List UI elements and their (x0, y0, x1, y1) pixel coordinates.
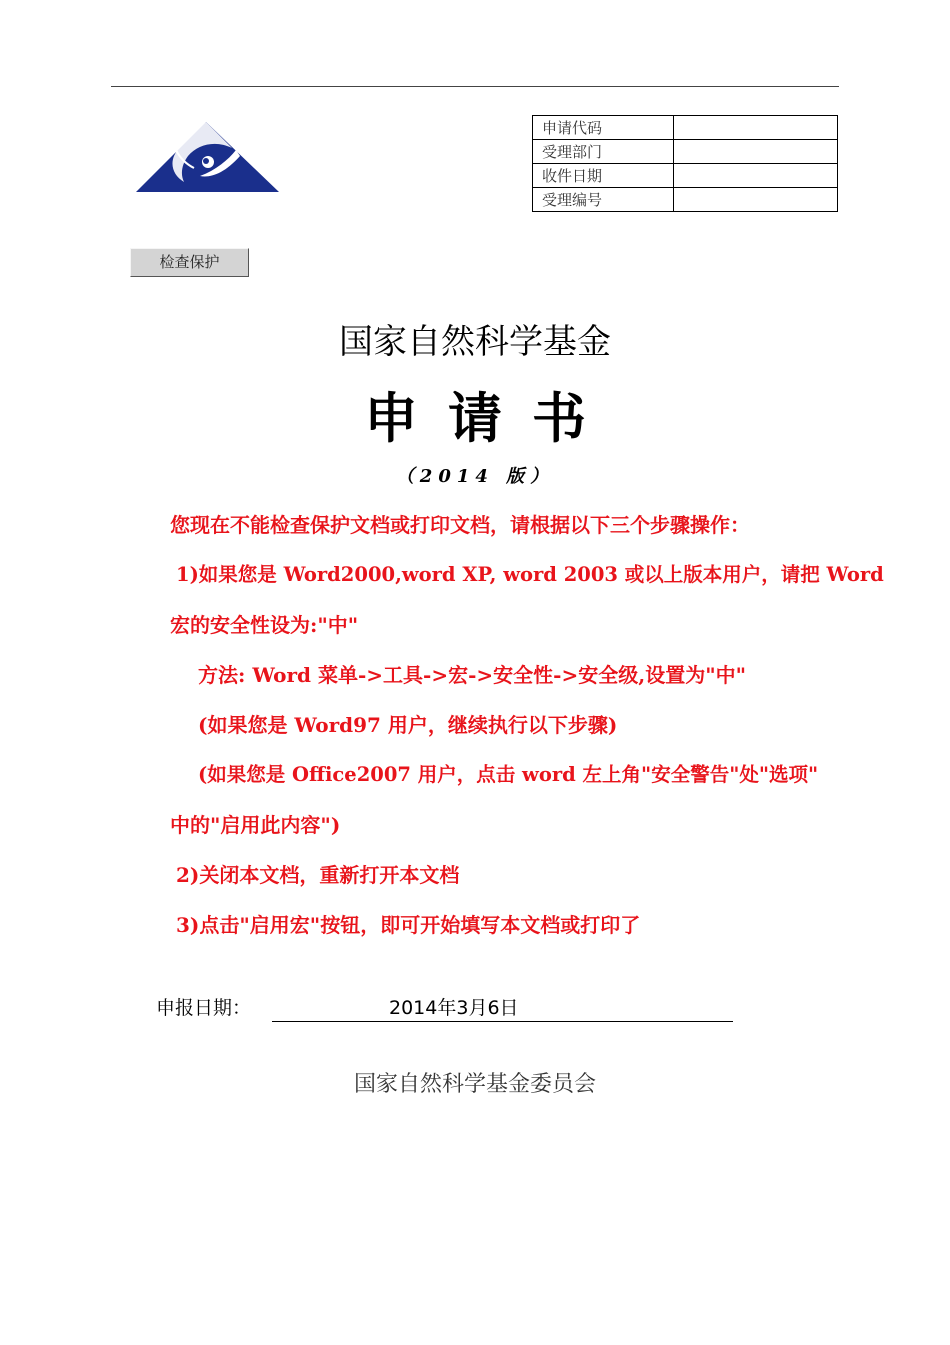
info-value[interactable] (674, 140, 838, 164)
info-value[interactable] (674, 116, 838, 140)
foundation-title: 国家自然科学基金 (339, 322, 611, 362)
info-value[interactable] (674, 164, 838, 188)
application-info-table (532, 115, 838, 212)
committee-name: 国家自然科学基金委员会 (353, 1072, 596, 1097)
warning-office2007: (如果您是 Office2007 用户，点击 word 左上角"安全警告"处"选项" (198, 763, 819, 786)
check-protection-button[interactable]: 检查保护 (130, 248, 249, 277)
date-underline (272, 1021, 733, 1022)
warning-method: 方法: Word 菜单->工具->宏->安全性->安全级,设置为"中" (198, 663, 747, 687)
warning-step1-cont: 宏的安全性设为:"中" (170, 613, 359, 637)
table-row (533, 116, 838, 140)
top-rule (111, 86, 839, 87)
info-label: 受理部门 (533, 140, 674, 164)
submission-date-label: 申报日期： (156, 997, 252, 1019)
info-label: 申请代码 (533, 116, 674, 140)
info-label: 受理编号 (533, 188, 674, 212)
edition-label: （2014 版） (395, 466, 555, 487)
warning-step2: 2)关闭本文档，重新打开本文档 (176, 863, 460, 887)
warning-word97: (如果您是 Word97 用户，继续执行以下步骤) (198, 713, 618, 737)
table-row (533, 188, 838, 212)
table-row (533, 164, 838, 188)
nsfc-logo (136, 120, 279, 196)
warning-office2007-cont: 中的"启用此内容") (170, 813, 341, 837)
application-title: 申请书 (364, 386, 616, 450)
table-row (533, 140, 838, 164)
info-label: 收件日期 (533, 164, 674, 188)
submission-date-value[interactable]: 2014年3月6日 (389, 997, 519, 1019)
info-value[interactable] (674, 188, 838, 212)
warning-step1: 1)如果您是 Word2000,word XP, word 2003 或以上版本用户，请把 Word (176, 563, 884, 586)
warning-intro: 您现在不能检查保护文档或打印文档，请根据以下三个步骤操作： (170, 513, 750, 537)
warning-step3: 3)点击"启用宏"按钮，即可开始填写本文档或打印了 (176, 913, 641, 937)
